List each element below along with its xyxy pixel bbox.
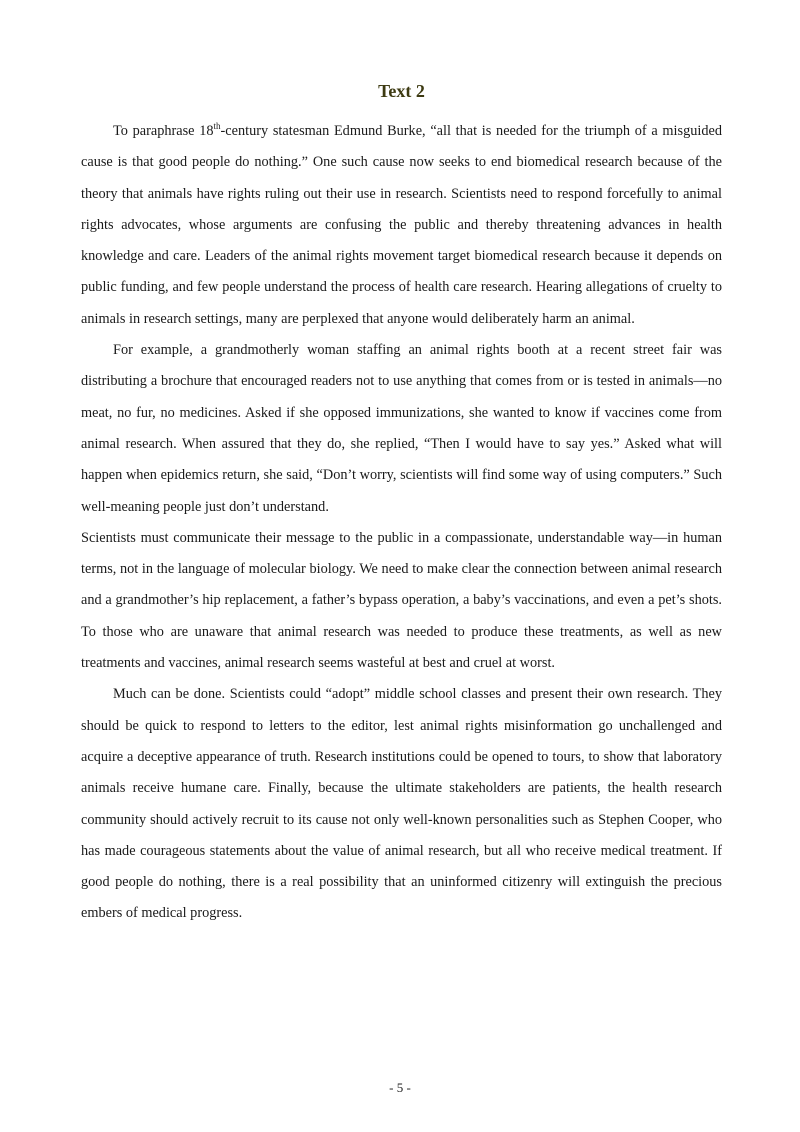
paragraph-3: Scientists must communicate their message to the public in a compassionate, understandable way—in human terms, not in the language of molecular biology. We need to make clear the connection between animal research and a grandmother’s hip replacement, a father’s bypass operation, a baby’s vaccinations, and even a pet’s shots. To those who are unaware that animal research was needed to produce these treatments, as well as new treatments and vaccines, animal research seems wasteful at best and cruel at worst.: [81, 529, 722, 672]
paragraph-1-start: To paraphrase 18: [113, 123, 214, 139]
document-title: Text 2: [378, 81, 425, 101]
superscript-th: th: [213, 121, 221, 132]
paragraph-1: [81, 116, 722, 335]
page-number: - 5 -: [389, 1080, 411, 1095]
paragraph-4: Much can be done. Scientists could “adopt” middle school classes and present their own research. They should be quick to respond to letters to the editor, lest animal rights misinformation go unchallenged and acquire a deceptive appearance of truth. Research institutions could be opened to tours, to show that laboratory animals receive humane care. Finally, because the ultimate stakeholders are patients, the health research community should actively recruit to its cause not only well-known personalities such as Stephen Cooper, who has made courageous statements about the value of animal research, but all who receive medical treatment. If good people do nothing, there is a real possibility that an uninformed citizenry will extinguish the precious embers of medical progress.: [81, 686, 722, 922]
paragraph-1-rest: -century statesman Edmund Burke, “all that is needed for the triumph of a misguided cause is that good people do nothing.” One such cause now seeks to end biomedical research because of the theory that animals have rights ruling out their use in research. Scientists need to respond forcefully to animal rights advocates, whose arguments are confusing the public and thereby threatening advances in health knowledge and care. Leaders of the animal rights movement target biomedical research because it depends on public funding, and few people understand the process of health care research. Hearing allegations of cruelty to animals in research settings, many are perplexed that anyone would deliberately harm an animal.: [81, 123, 722, 327]
paragraph-2: For example, a grandmotherly woman staffing an animal rights booth at a recent street fair was distributing a brochure that encouraged readers not to use anything that comes from or is tested in animals—no meat, no fur, no medicines. Asked if she opposed immunizations, she wanted to know if vaccines come from animal research. When assured that they do, she replied, “Then I would have to say yes.” Asked what will happen when epidemics return, she said, “Don’t worry, scientists will find some way of using computers.” Such well-meaning people just don’t understand.: [81, 342, 722, 515]
document-page: [81, 78, 722, 930]
